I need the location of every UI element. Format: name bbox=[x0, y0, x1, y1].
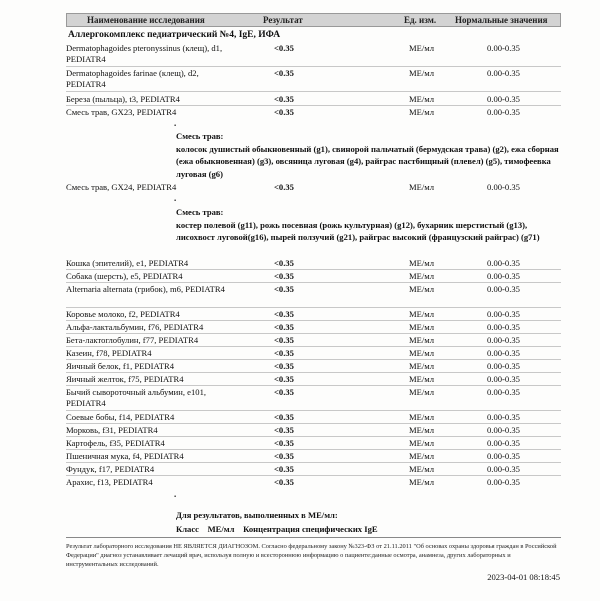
table-row bbox=[66, 348, 561, 359]
table-row bbox=[66, 425, 561, 436]
row-result: <0.35 bbox=[274, 43, 294, 53]
note-gx23 bbox=[176, 130, 561, 180]
row-result: <0.35 bbox=[274, 477, 294, 487]
row-norm: 0.00-0.35 bbox=[487, 284, 520, 294]
row-unit: МЕ/мл bbox=[409, 182, 435, 192]
row-result: <0.35 bbox=[274, 182, 294, 192]
report-datetime: 2023-04-01 08:18:45 bbox=[487, 572, 560, 582]
row-divider bbox=[66, 359, 561, 360]
row-unit: МЕ/мл bbox=[409, 258, 435, 268]
row-divider bbox=[66, 320, 561, 321]
row-name: Коровье молоко, f2, PEDIATR4 bbox=[66, 309, 180, 319]
row-norm: 0.00-0.35 bbox=[487, 68, 520, 78]
header-norm: Нормальные значения bbox=[455, 15, 548, 25]
row-norm: 0.00-0.35 bbox=[487, 258, 520, 268]
note-gx24-title: Смесь трав: bbox=[176, 207, 224, 217]
row-divider bbox=[66, 66, 561, 67]
header-unit: Ед. изм. bbox=[404, 15, 437, 25]
row-norm: 0.00-0.35 bbox=[487, 94, 520, 104]
row-divider bbox=[66, 307, 561, 308]
row-name: Соевые бобы, f14, PEDIATR4 bbox=[66, 412, 175, 422]
row-divider bbox=[66, 269, 561, 270]
row-norm: 0.00-0.35 bbox=[487, 451, 520, 461]
row-name: Яичный желток, f75, PEDIATR4 bbox=[66, 374, 184, 384]
row-unit: МЕ/мл bbox=[409, 451, 435, 461]
row-norm: 0.00-0.35 bbox=[487, 412, 520, 422]
row-divider bbox=[66, 410, 561, 411]
table-row bbox=[66, 412, 561, 423]
table-row bbox=[66, 271, 561, 282]
row-unit: МЕ/мл bbox=[409, 68, 435, 78]
row-name: Береза (пыльца), t3, PEDIATR4 bbox=[66, 94, 180, 104]
table-row bbox=[66, 464, 561, 475]
row-unit: МЕ/мл bbox=[409, 374, 435, 384]
row-divider bbox=[66, 105, 561, 106]
row-divider bbox=[66, 333, 561, 334]
table-row bbox=[66, 258, 561, 269]
table-row bbox=[66, 477, 561, 488]
row-unit: МЕ/мл bbox=[409, 94, 435, 104]
note-gx23-text: колосок душистый обыкновенный (g1), свинорой пальчатый (бермудская трава) (g2), ежа сборная (ежа обыкновенная) (g3), овсяница луговая (g4), райграс пастбищный (плевел) (g5), тимофеевка луговая (g6) bbox=[176, 143, 559, 179]
row-name: Бета-лактоглобулин, f77, PEDIATR4 bbox=[66, 335, 199, 345]
row-norm: 0.00-0.35 bbox=[487, 107, 520, 117]
note-gx24-text: костер полевой (g11), рожь посевная (рожь культурная) (g12), бухарник шерстистый (g13), лисохвост луговой(g16), пырей ползучий (g21), райграс высокий (французский райграс) (g71) bbox=[176, 219, 540, 242]
row-name: Dermatophagoides pteronyssinus (клещ), d1, PEDIATR4 bbox=[66, 43, 223, 64]
footer-note-title: Для результатов, выполненных в МЕ/мл: bbox=[176, 510, 338, 520]
row-norm: 0.00-0.35 bbox=[487, 43, 520, 53]
table-row bbox=[66, 387, 561, 410]
row-name: Морковь, f31, PEDIATR4 bbox=[66, 425, 158, 435]
section-title: Аллергокомплекс педиатрический №4, IgE, ИФА bbox=[68, 30, 281, 40]
table-row bbox=[66, 94, 561, 105]
row-divider bbox=[66, 346, 561, 347]
row-divider bbox=[66, 475, 561, 476]
row-result: <0.35 bbox=[274, 374, 294, 384]
table-row bbox=[66, 68, 561, 91]
row-divider bbox=[66, 462, 561, 463]
table-row bbox=[66, 182, 561, 193]
note-gx24 bbox=[176, 206, 561, 244]
footer-note-columns: Класс МЕ/мл Концентрация специфических IgE bbox=[176, 524, 378, 534]
row-name: Dermatophagoides farinae (клещ), d2, PEDIATR4 bbox=[66, 68, 199, 89]
row-norm: 0.00-0.35 bbox=[487, 309, 520, 319]
row-name: Яичный белок, f1, PEDIATR4 bbox=[66, 361, 174, 371]
table-row bbox=[66, 451, 561, 462]
footer-divider bbox=[66, 537, 561, 538]
row-unit: МЕ/мл bbox=[409, 348, 435, 358]
row-result: <0.35 bbox=[274, 335, 294, 345]
row-unit: МЕ/мл bbox=[409, 477, 435, 487]
row-divider bbox=[66, 423, 561, 424]
row-unit: МЕ/мл bbox=[409, 438, 435, 448]
row-result: <0.35 bbox=[274, 258, 294, 268]
row-norm: 0.00-0.35 bbox=[487, 322, 520, 332]
row-unit: МЕ/мл bbox=[409, 425, 435, 435]
row-result: <0.35 bbox=[274, 107, 294, 117]
row-name: Альфа-лактальбумин, f76, PEDIATR4 bbox=[66, 322, 204, 332]
row-norm: 0.00-0.35 bbox=[487, 464, 520, 474]
table-row bbox=[66, 43, 561, 66]
row-result: <0.35 bbox=[274, 438, 294, 448]
row-unit: МЕ/мл bbox=[409, 464, 435, 474]
row-divider bbox=[66, 282, 561, 283]
row-name: Собака (шерсть), e5, PEDIATR4 bbox=[66, 271, 183, 281]
row-divider bbox=[66, 91, 561, 92]
row-norm: 0.00-0.35 bbox=[487, 361, 520, 371]
row-unit: МЕ/мл bbox=[409, 43, 435, 53]
row-name: Смесь трав, GX23, PEDIATR4 bbox=[66, 107, 177, 117]
row-norm: 0.00-0.35 bbox=[487, 348, 520, 358]
row-norm: 0.00-0.35 bbox=[487, 425, 520, 435]
row-unit: МЕ/мл bbox=[409, 284, 435, 294]
row-name: Казеин, f78, PEDIATR4 bbox=[66, 348, 152, 358]
row-unit: МЕ/мл bbox=[409, 322, 435, 332]
row-name: Alternaria alternata (грибок), m6, PEDIATR4 bbox=[66, 284, 225, 294]
row-norm: 0.00-0.35 bbox=[487, 271, 520, 281]
table-row bbox=[66, 335, 561, 346]
row-unit: МЕ/мл bbox=[409, 387, 435, 397]
table-row bbox=[66, 309, 561, 320]
row-unit: МЕ/мл bbox=[409, 271, 435, 281]
table-row bbox=[66, 361, 561, 372]
row-name: Смесь трав, GX24, PEDIATR4 bbox=[66, 182, 177, 192]
row-result: <0.35 bbox=[274, 94, 294, 104]
row-result: <0.35 bbox=[274, 387, 294, 397]
table-header bbox=[66, 13, 561, 27]
table-row bbox=[66, 284, 561, 307]
row-result: <0.35 bbox=[274, 284, 294, 294]
header-name: Наименование исследования bbox=[87, 15, 205, 25]
note-bullet: . bbox=[174, 118, 177, 128]
row-divider bbox=[66, 436, 561, 437]
row-norm: 0.00-0.35 bbox=[487, 387, 520, 397]
row-result: <0.35 bbox=[274, 361, 294, 371]
row-norm: 0.00-0.35 bbox=[487, 335, 520, 345]
row-divider bbox=[66, 449, 561, 450]
row-unit: МЕ/мл bbox=[409, 412, 435, 422]
row-norm: 0.00-0.35 bbox=[487, 182, 520, 192]
row-result: <0.35 bbox=[274, 451, 294, 461]
row-result: <0.35 bbox=[274, 322, 294, 332]
footer-bullet: . bbox=[174, 489, 177, 499]
row-unit: МЕ/мл bbox=[409, 309, 435, 319]
table-row bbox=[66, 438, 561, 449]
table-row bbox=[66, 322, 561, 333]
row-name: Фундук, f17, PEDIATR4 bbox=[66, 464, 155, 474]
row-norm: 0.00-0.35 bbox=[487, 477, 520, 487]
row-name: Пшеничная мука, f4, PEDIATR4 bbox=[66, 451, 184, 461]
row-result: <0.35 bbox=[274, 425, 294, 435]
row-name: Кошка (эпителий), e1, PEDIATR4 bbox=[66, 258, 189, 268]
row-unit: МЕ/мл bbox=[409, 107, 435, 117]
row-result: <0.35 bbox=[274, 309, 294, 319]
row-result: <0.35 bbox=[274, 68, 294, 78]
row-unit: МЕ/мл bbox=[409, 335, 435, 345]
row-divider bbox=[66, 372, 561, 373]
disclaimer-text: Результат лабораторного исследования НЕ ЯВЛЯЕТСЯ ДИАГНОЗОМ. Согласно федеральному закону №323-ФЗ от 21.11.2011 "Об основах охраны здоровья граждан в Российской Федерации" диагноз устанавливает лечащий врач, используя полную и всестороннюю информацию о пациенте:данные осмотра, анамнеза, других лабораторных и инструментальных исследований. bbox=[66, 543, 557, 568]
row-norm: 0.00-0.35 bbox=[487, 374, 520, 384]
row-result: <0.35 bbox=[274, 271, 294, 281]
row-result: <0.35 bbox=[274, 464, 294, 474]
row-norm: 0.00-0.35 bbox=[487, 438, 520, 448]
note-gx23-title: Смесь трав: bbox=[176, 131, 224, 141]
header-result: Результат bbox=[263, 15, 303, 25]
note-bullet: . bbox=[174, 193, 177, 203]
row-name: Арахис, f13, PEDIATR4 bbox=[66, 477, 153, 487]
row-name: Бычий сывороточный альбумин, e101, PEDIATR4 bbox=[66, 387, 207, 408]
table-row bbox=[66, 107, 561, 118]
row-divider bbox=[66, 385, 561, 386]
table-row bbox=[66, 374, 561, 385]
row-unit: МЕ/мл bbox=[409, 361, 435, 371]
row-result: <0.35 bbox=[274, 412, 294, 422]
row-result: <0.35 bbox=[274, 348, 294, 358]
row-name: Картофель, f35, PEDIATR4 bbox=[66, 438, 165, 448]
